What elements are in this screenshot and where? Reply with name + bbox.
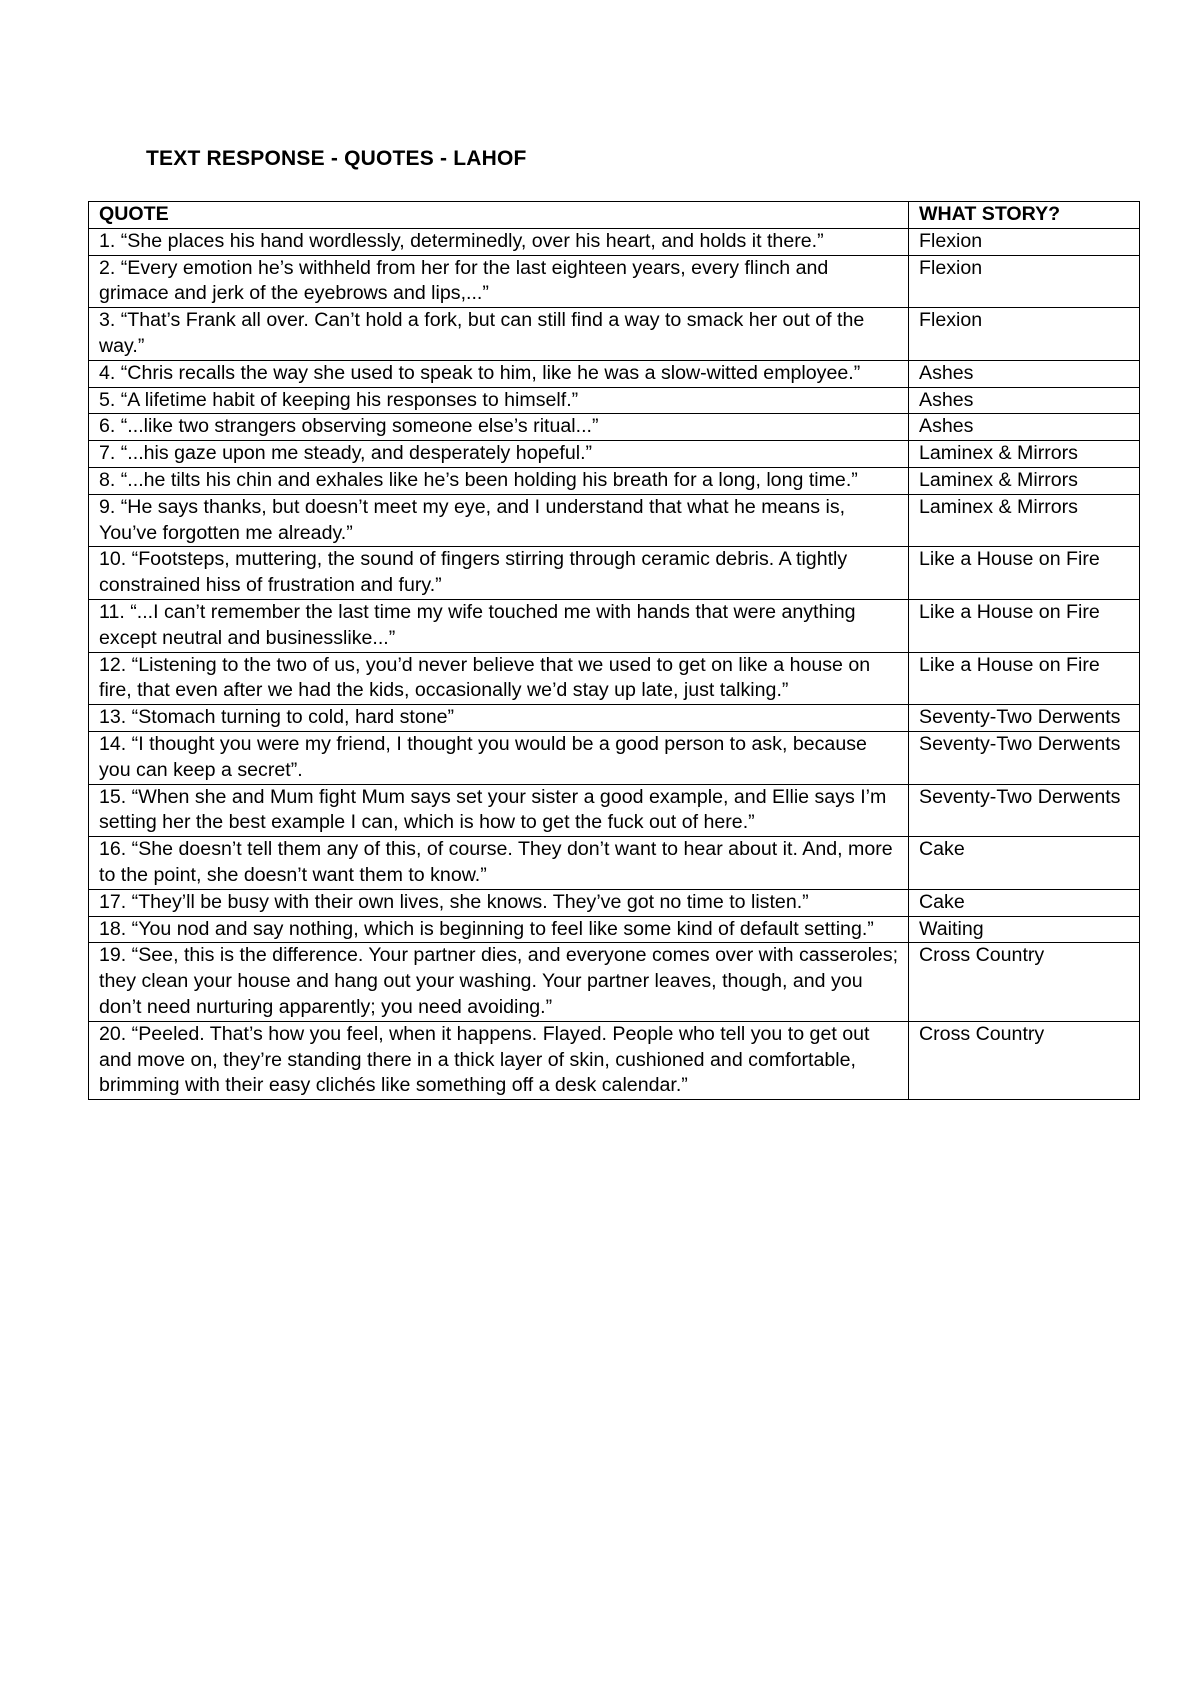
- table-row: [89, 889, 1140, 916]
- table-row: [89, 784, 1140, 837]
- quote-cell: 14. “I thought you were my friend, I thought you would be a good person to ask, because you can keep a secret”.: [89, 731, 909, 784]
- story-cell: Laminex & Mirrors: [909, 494, 1140, 547]
- table-row: [89, 599, 1140, 652]
- quote-cell: 12. “Listening to the two of us, you’d never believe that we used to get on like a house on fire, that even after we had the kids, occasionally we’d stay up late, just talking.”: [89, 652, 909, 705]
- quote-cell: 13. “Stomach turning to cold, hard stone”: [89, 705, 909, 732]
- story-cell: Seventy-Two Derwents: [909, 784, 1140, 837]
- quote-cell: 8. “...he tilts his chin and exhales like he’s been holding his breath for a long, long time.”: [89, 467, 909, 494]
- story-cell: Seventy-Two Derwents: [909, 731, 1140, 784]
- table-row: [89, 547, 1140, 600]
- quote-cell: 6. “...like two strangers observing someone else’s ritual...”: [89, 414, 909, 441]
- story-cell: Flexion: [909, 308, 1140, 361]
- table-row: [89, 360, 1140, 387]
- quote-cell: 18. “You nod and say nothing, which is beginning to feel like some kind of default setting.”: [89, 916, 909, 943]
- table-row: [89, 837, 1140, 890]
- quote-cell: 2. “Every emotion he’s withheld from her for the last eighteen years, every flinch and grimace and jerk of the eyebrows and lips,...”: [89, 255, 909, 308]
- quote-cell: 16. “She doesn’t tell them any of this, of course. They don’t want to hear about it. And, more to the point, she doesn’t want them to know.”: [89, 837, 909, 890]
- table-row: [89, 387, 1140, 414]
- page-title: TEXT RESPONSE - QUOTES - LAHOF: [146, 147, 527, 170]
- table-row: [89, 652, 1140, 705]
- story-cell: Cake: [909, 837, 1140, 890]
- quote-cell: 15. “When she and Mum fight Mum says set your sister a good example, and Ellie says I’m setting her the best example I can, which is how to get the fuck out of here.”: [89, 784, 909, 837]
- story-cell: Flexion: [909, 255, 1140, 308]
- story-cell: Ashes: [909, 360, 1140, 387]
- table-row: [89, 308, 1140, 361]
- story-cell: Waiting: [909, 916, 1140, 943]
- table-row: [89, 467, 1140, 494]
- quote-cell: 17. “They’ll be busy with their own lives, she knows. They’ve got no time to listen.”: [89, 889, 909, 916]
- story-cell: Ashes: [909, 414, 1140, 441]
- story-cell: Cake: [909, 889, 1140, 916]
- table-row: [89, 441, 1140, 468]
- story-cell: Cross Country: [909, 943, 1140, 1021]
- column-header-quote: QUOTE: [89, 202, 909, 229]
- story-cell: Ashes: [909, 387, 1140, 414]
- table-row: [89, 255, 1140, 308]
- table-row: [89, 414, 1140, 441]
- column-header-story: WHAT STORY?: [909, 202, 1140, 229]
- table-row: [89, 943, 1140, 1021]
- story-cell: Seventy-Two Derwents: [909, 705, 1140, 732]
- story-cell: Like a House on Fire: [909, 652, 1140, 705]
- quote-cell: 10. “Footsteps, muttering, the sound of fingers stirring through ceramic debris. A tightly constrained hiss of frustration and fury.”: [89, 547, 909, 600]
- table-row: [89, 228, 1140, 255]
- quote-cell: 20. “Peeled. That’s how you feel, when it happens. Flayed. People who tell you to get out and move on, they’re standing there in a thick layer of skin, cushioned and comfortable, brimming with their easy clichés like something off a desk calendar.”: [89, 1021, 909, 1099]
- table-row: [89, 731, 1140, 784]
- quotes-table: [88, 201, 1140, 1100]
- story-cell: Like a House on Fire: [909, 547, 1140, 600]
- quote-cell: 9. “He says thanks, but doesn’t meet my eye, and I understand that what he means is, You’ve forgotten me already.”: [89, 494, 909, 547]
- story-cell: Flexion: [909, 228, 1140, 255]
- story-cell: Laminex & Mirrors: [909, 441, 1140, 468]
- story-cell: Cross Country: [909, 1021, 1140, 1099]
- quote-cell: 4. “Chris recalls the way she used to speak to him, like he was a slow-witted employee.”: [89, 360, 909, 387]
- quote-cell: 11. “...I can’t remember the last time my wife touched me with hands that were anything except neutral and businesslike...”: [89, 599, 909, 652]
- table-row: [89, 916, 1140, 943]
- quote-cell: 5. “A lifetime habit of keeping his responses to himself.”: [89, 387, 909, 414]
- story-cell: Laminex & Mirrors: [909, 467, 1140, 494]
- quote-cell: 7. “...his gaze upon me steady, and desperately hopeful.”: [89, 441, 909, 468]
- table-row: [89, 705, 1140, 732]
- quote-cell: 19. “See, this is the difference. Your partner dies, and everyone comes over with casseroles; they clean your house and hang out your washing. Your partner leaves, though, and you don’t need nurturing apparently; you need avoiding.”: [89, 943, 909, 1021]
- quote-cell: 1. “She places his hand wordlessly, determinedly, over his heart, and holds it there.”: [89, 228, 909, 255]
- table-header-row: [89, 202, 1140, 229]
- story-cell: Like a House on Fire: [909, 599, 1140, 652]
- table-row: [89, 494, 1140, 547]
- quote-cell: 3. “That’s Frank all over. Can’t hold a fork, but can still find a way to smack her out of the way.”: [89, 308, 909, 361]
- table-row: [89, 1021, 1140, 1099]
